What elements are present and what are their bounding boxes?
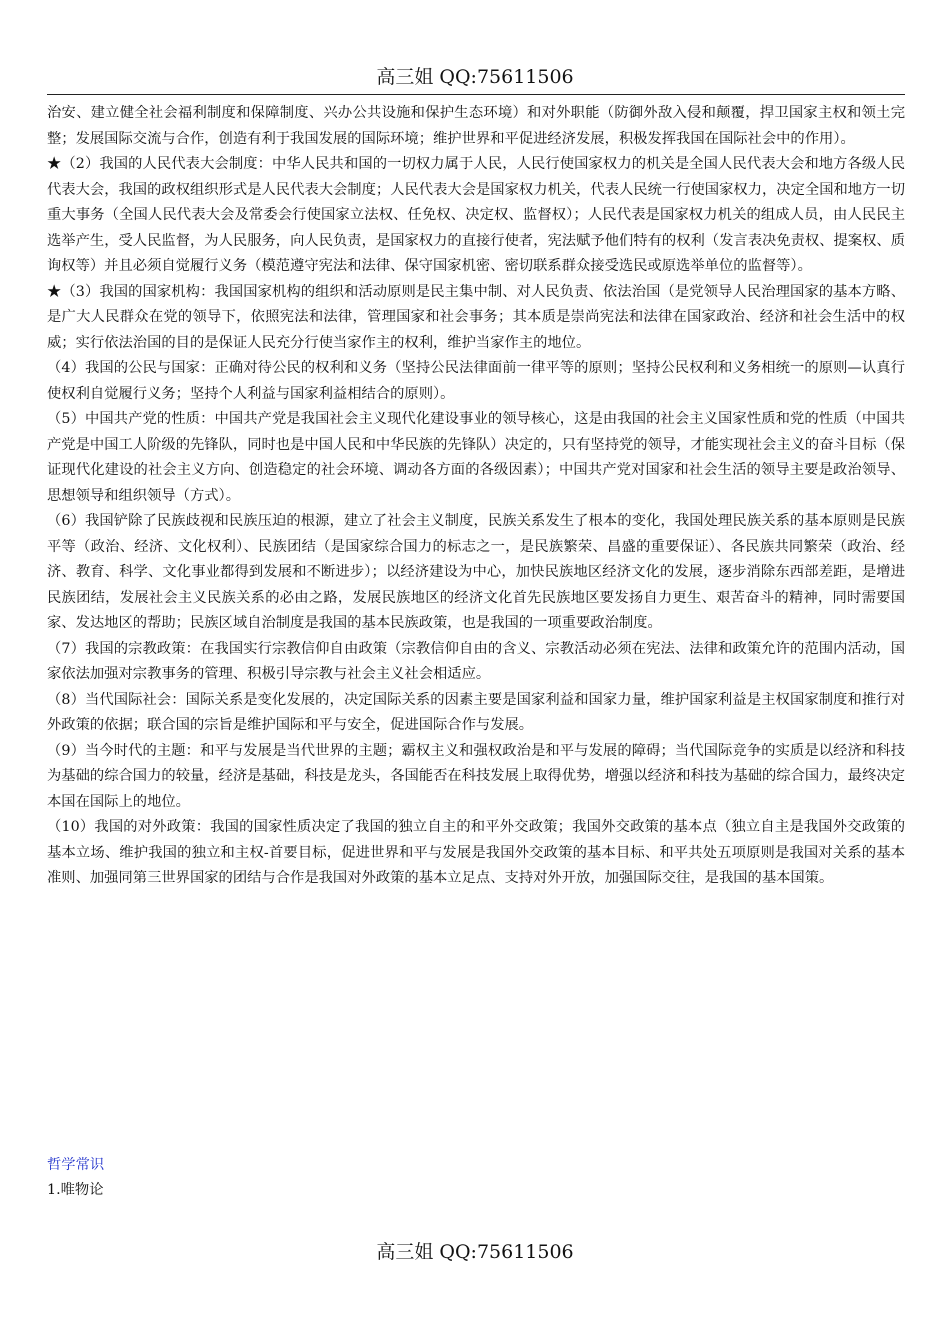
paragraph-era-theme: （9）当今时代的主题：和平与发展是当代世界的主题；霸权主义和强权政治是和平与发展的障碍；当代国际竞争的实质是以经济和科技为基础的综合国力的较量，经济是基础，科技是龙头，各国能否在科技发展上取得优势，增强以经济和科技为基础的综合国力，最终决定本国在国际上的地位。 — [47, 742, 905, 810]
section-item-materialism: 1.唯物论 — [47, 1182, 104, 1198]
section-title-philosophy: 哲学常识 — [47, 1157, 105, 1173]
paragraph-citizens-state: （4）我国的公民与国家：正确对待公民的权利和义务（坚持公民法律面前一律平等的原则；坚持公民权利和义务相统一的原则—认真行使权利自觉履行义务；坚持个人利益与国家利益相结合的原则）。 — [47, 360, 905, 402]
page-header: 高三姐 QQ:75611506 — [376, 66, 574, 88]
body-text — [47, 101, 905, 892]
paragraph-state-organs: ★（3）我国的国家机构：我国国家机构的组织和活动原则是民主集中制、对人民负责、依法治国（是党领导人民治理国家的基本方略、是广大人民群众在党的领导下，依照宪法和法律，管理国家和社会事务；其本质是崇尚宪法和法律在国家政治、经济和社会生活中的权威；实行依法治国的目的是保证人民充分行使当家作主的权利，维护当家作主的地位。 — [47, 283, 905, 351]
page-footer: 高三姐 QQ:75611506 — [376, 1241, 574, 1263]
paragraph-state-functions: 治安、建立健全社会福利制度和保障制度、兴办公共设施和保护生态环境）和对外职能（防御外敌入侵和颠覆，捍卫国家主权和领土完整；发展国际交流与合作，创造有利于我国发展的国际环境；维护世界和平促进经济发展，积极发挥我国在国际社会中的作用）。 — [47, 105, 905, 147]
paragraph-religion-policy: （7）我国的宗教政策：在我国实行宗教信仰自由政策（宗教信仰自由的含义、宗教活动必须在宪法、法律和政策允许的范围内活动，国家依法加强对宗教事务的管理、积极引导宗教与社会主义社会相适应。 — [47, 640, 905, 682]
header-divider — [47, 94, 905, 95]
paragraph-party-nature: （5）中国共产党的性质：中国共产党是我国社会主义现代化建设事业的领导核心，这是由我国的社会主义国家性质和党的性质（中国共产党是中国工人阶级的先锋队，同时也是中国人民和中华民族的先锋队）决定的，只有坚持党的领导，才能实现社会主义的奋斗目标（保证现代化建设的社会主义方向、创造稳定的社会环境、调动各方面的各级因素）；中国共产党对国家和社会生活的领导主要是政治领导、思想领导和组织领导（方式）。 — [47, 411, 905, 504]
paragraph-international-society: （8）当代国际社会：国际关系是变化发展的，决定国际关系的因素主要是国家利益和国家力量，维护国家利益是主权国家制度和推行对外政策的依据；联合国的宗旨是维护国际和平与安全，促进国际合作与发展。 — [47, 691, 905, 733]
paragraph-peoples-congress: ★（2）我国的人民代表大会制度：中华人民共和国的一切权力属于人民，人民行使国家权力的机关是全国人民代表大会和地方各级人民代表大会，我国的政权组织形式是人民代表大会制度；人民代表大会是国家权力机关，代表人民统一行使国家权力，决定全国和地方一切重大事务（全国人民代表大会及常委会行使国家立法权、任免权、决定权、监督权）；人民代表是国家权力机关的组成人员，由人民民主选举产生，受人民监督，为人民服务，向人民负责，是国家权力的直接行使者，宪法赋予他们特有的权利（发言表决免责权、提案权、质询权等）并且必须自觉履行义务（模范遵守宪法和法律、保守国家机密、密切联系群众接受选民或原选举单位的监督等）。 — [47, 156, 905, 274]
paragraph-foreign-policy: （10）我国的对外政策：我国的国家性质决定了我国的独立自主的和平外交政策；我国外交政策的基本点（独立自主是我国外交政策的基本立场、维护我国的独立和主权-首要目标，促进世界和平与发展是我国外交政策的基本目标、和平共处五项原则是我国对关系的基本准则、加强同第三世界国家的团结与合作是我国对外政策的基本立足点、支持对外开放，加强国际交往，是我国的基本国策。 — [47, 819, 905, 886]
paragraph-ethnic-relations: （6）我国铲除了民族歧视和民族压迫的根源，建立了社会主义制度，民族关系发生了根本的变化，我国处理民族关系的基本原则是民族平等（政治、经济、文化权利）、民族团结（是国家综合国力的标志之一，是民族繁荣、昌盛的重要保证）、各民族共同繁荣（政治、经济、教育、科学、文化事业都得到发展和不断进步）；以经济建设为中心，加快民族地区经济文化的发展，逐步消除东西部差距，是增进民族团结，发展社会主义民族关系的必由之路，发展民族地区的经济文化首先民族地区要发扬自力更生、艰苦奋斗的精神，同时需要国家、发达地区的帮助；民族区域自治制度是我国的基本民族政策，也是我国的一项重要政治制度。 — [47, 513, 905, 631]
